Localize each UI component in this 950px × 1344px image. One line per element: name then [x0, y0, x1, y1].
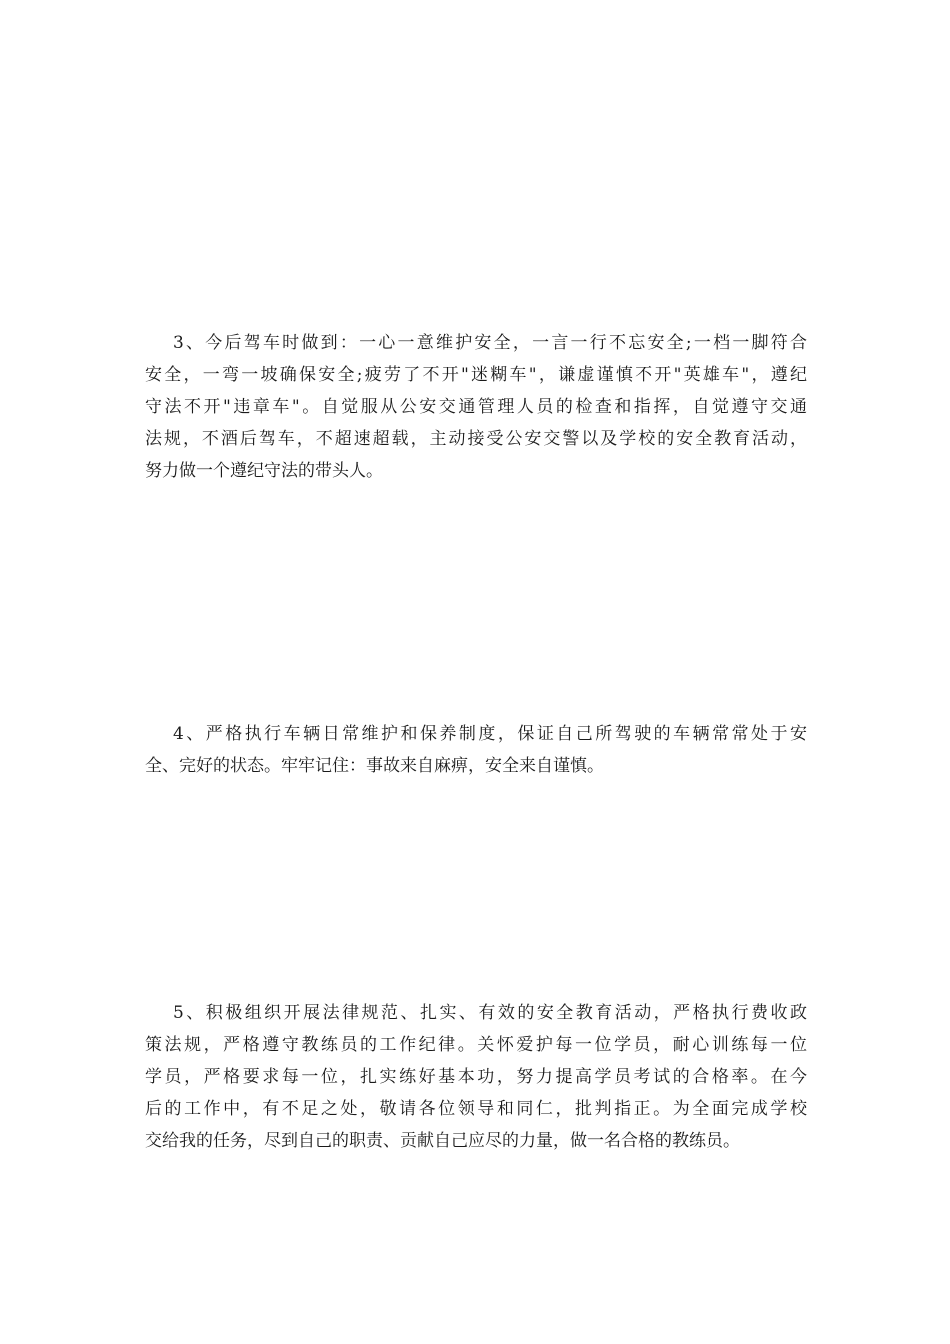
text-line: 全、完好的状态。牢牢记住：事故来自麻痹，安全来自谨慎。 [145, 756, 604, 776]
text-line: 交给我的任务，尽到自己的职责、贡献自己应尽的力量，做一名合格的教练员。 [145, 1131, 740, 1151]
text-line: 法规，不酒后驾车，不超速超载，主动接受公安交警以及学校的安全教育活动， [145, 429, 807, 449]
text-line: 守法不开"违章车"。自觉服从公安交通管理人员的检查和指挥，自觉遵守交通 [145, 397, 807, 417]
text-line: 安全，一弯一坡确保安全;疲劳了不开"迷糊车"，谦虚谨慎不开"英雄车"，遵纪 [145, 365, 807, 385]
paragraph-item-4 [145, 718, 807, 782]
text-line: 5、积极组织开展法律规范、扎实、有效的安全教育活动，严格执行费收政 [173, 1003, 807, 1023]
text-line: 3、今后驾车时做到：一心一意维护安全，一言一行不忘安全;一档一脚符合 [173, 333, 807, 353]
paragraph-item-3 [145, 327, 807, 487]
text-line: 策法规，严格遵守教练员的工作纪律。关怀爱护每一位学员，耐心训练每一位 [145, 1035, 807, 1055]
text-line: 学员，严格要求每一位，扎实练好基本功，努力提高学员考试的合格率。在今 [145, 1067, 807, 1087]
text-line: 后的工作中，有不足之处，敬请各位领导和同仁，批判指正。为全面完成学校 [145, 1099, 807, 1119]
text-line: 努力做一个遵纪守法的带头人。 [145, 461, 383, 481]
text-line: 4、严格执行车辆日常维护和保养制度，保证自己所驾驶的车辆常常处于安 [173, 724, 807, 744]
paragraph-item-5 [145, 997, 807, 1157]
